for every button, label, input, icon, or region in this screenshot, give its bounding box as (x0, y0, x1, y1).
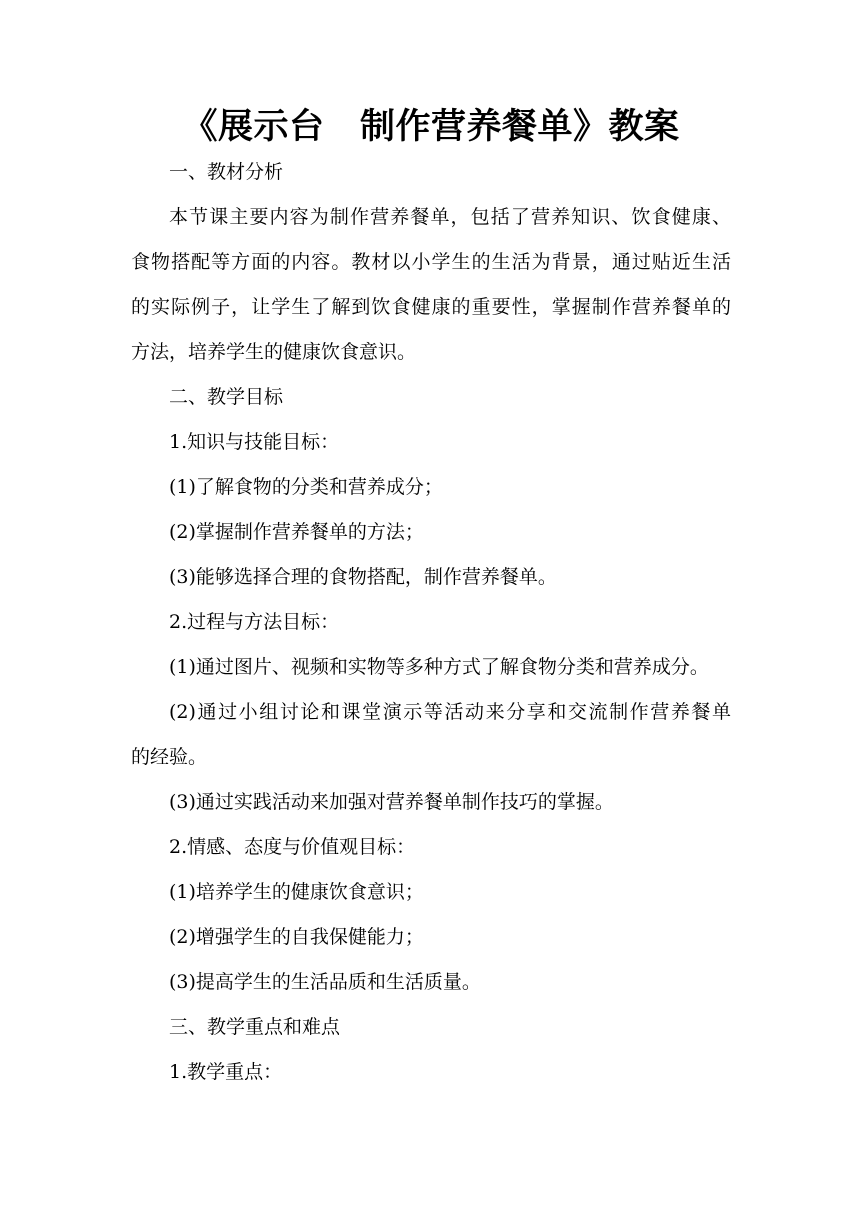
paragraph-line: 的实际例子，让学生了解到饮食健康的重要性，掌握制作营养餐单的 (131, 296, 731, 318)
document-page (131, 0, 731, 1216)
list-item: (1)培养学生的健康饮食意识； (169, 881, 424, 903)
document-title: 《展示台 制作营养餐单》教案 (182, 106, 680, 147)
section-heading-textbook-analysis: 一、教材分析 (169, 161, 284, 183)
subheading-teaching-focus: 1.教学重点： (169, 1061, 283, 1083)
paragraph-line: 食物搭配等方面的内容。教材以小学生的生活为背景，通过贴近生活 (131, 251, 731, 273)
section-heading-teaching-goals: 二、教学目标 (169, 386, 284, 408)
paragraph-line: 方法，培养学生的健康饮食意识。 (131, 341, 417, 363)
list-item: (3)通过实践活动来加强对营养餐单制作技巧的掌握。 (169, 791, 614, 813)
list-item-continuation: 的经验。 (131, 746, 208, 768)
list-item: (1)通过图片、视频和实物等多种方式了解食物分类和营养成分。 (169, 656, 709, 678)
list-item: (2)增强学生的自我保健能力； (169, 926, 424, 948)
subheading-emotion-attitude-values: 2.情感、态度与价值观目标： (169, 836, 416, 858)
subheading-knowledge-skills: 1.知识与技能目标： (169, 431, 340, 453)
list-item: (1)了解食物的分类和营养成分； (169, 476, 443, 498)
subheading-process-methods: 2.过程与方法目标： (169, 611, 340, 633)
paragraph-line: 本节课主要内容为制作营养餐单，包括了营养知识、饮食健康、 (169, 206, 731, 228)
list-item: (2)掌握制作营养餐单的方法； (169, 521, 424, 543)
list-item: (2)通过小组讨论和课堂演示等活动来分享和交流制作营养餐单 (169, 701, 731, 723)
section-heading-key-points: 三、教学重点和难点 (169, 1016, 341, 1038)
list-item: (3)能够选择合理的食物搭配，制作营养餐单。 (169, 566, 557, 588)
list-item: (3)提高学生的生活品质和生活质量。 (169, 971, 481, 993)
